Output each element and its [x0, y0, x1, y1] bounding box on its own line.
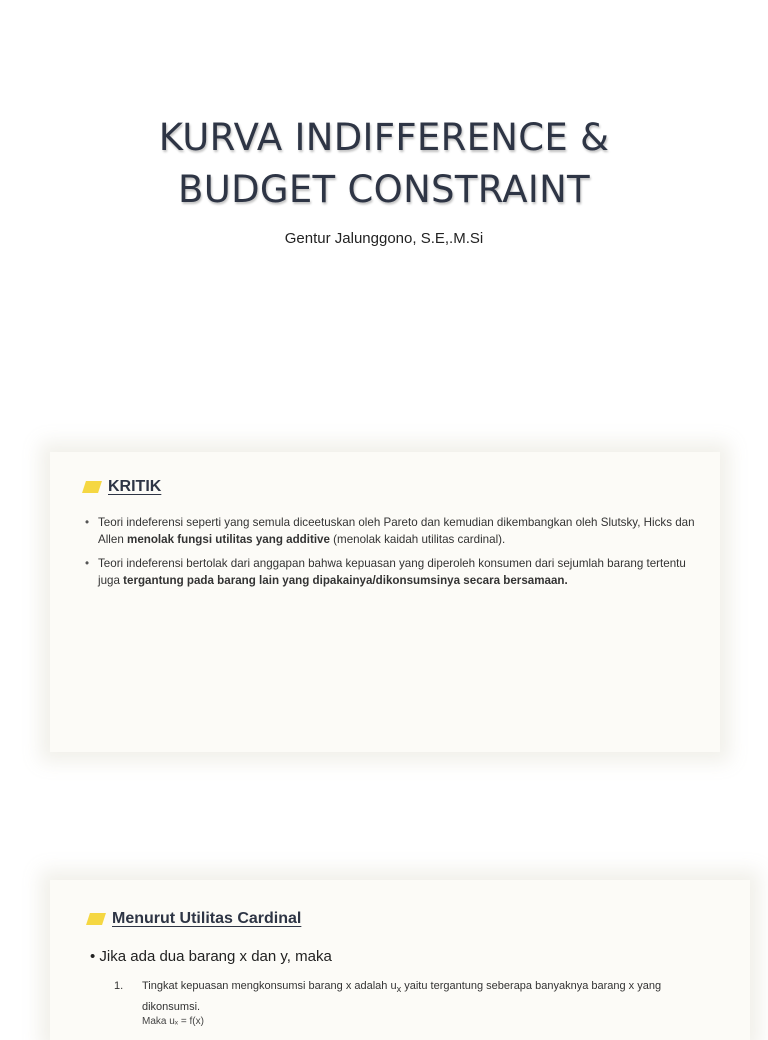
slide-title	[0, 112, 768, 216]
title-slide	[0, 0, 768, 430]
kritik-slide	[50, 452, 720, 752]
subscript: x	[396, 984, 402, 995]
heading-marker-icon	[82, 481, 102, 493]
bullet-text: • Jika ada dua barang x dan y, maka	[90, 948, 332, 965]
kritik-bullet-list	[82, 514, 707, 596]
item-text	[142, 977, 714, 1016]
author-name: Gentur Jalunggono, S.E,.M.Si	[284, 230, 484, 247]
item-text-end: yaitu tergantung seberapa banyaknya barang x yang dikonsumsi.	[142, 980, 662, 1014]
item-text-start: Tingkat kepuasan mengkonsumsi barang x adalah u	[142, 980, 397, 992]
item-number: 1.	[114, 980, 124, 992]
utilitas-cardinal-slide	[50, 880, 750, 1040]
numbered-item	[114, 977, 714, 1016]
title-line-1: KURVA INDIFFERENCE &	[158, 116, 610, 159]
bullet-bold-text: tergantung pada barang lain yang dipakainya/dikonsumsinya secara bersamaan.	[123, 574, 568, 587]
bullet-bold-text: menolak fungsi utilitas yang additive	[127, 533, 330, 546]
utilitas-heading	[88, 910, 301, 928]
kritik-heading	[84, 478, 161, 496]
bullet-text: Teori indeferensi bertolak dari anggapan bahwa kepuasan yang diperoleh konsumen dari sejumlah barang tertentu juga	[98, 557, 686, 587]
heading-text: KRITIK	[108, 478, 162, 495]
bullet-text: Teori indeferensi seperti yang semula diceetuskan oleh Pareto dan kemudian dikembangkan oleh Slutsky, Hicks dan Allen	[98, 516, 695, 546]
title-line-2: BUDGET CONSTRAINT	[178, 168, 590, 211]
heading-text: Menurut Utilitas Cardinal	[112, 910, 302, 927]
list-item	[82, 555, 707, 589]
formula-text: Maka uₓ = f(x)	[142, 1016, 204, 1027]
heading-marker-icon	[86, 913, 106, 925]
bullet-text-end: (menolak kaidah utilitas cardinal).	[329, 533, 506, 546]
list-item	[82, 514, 707, 548]
